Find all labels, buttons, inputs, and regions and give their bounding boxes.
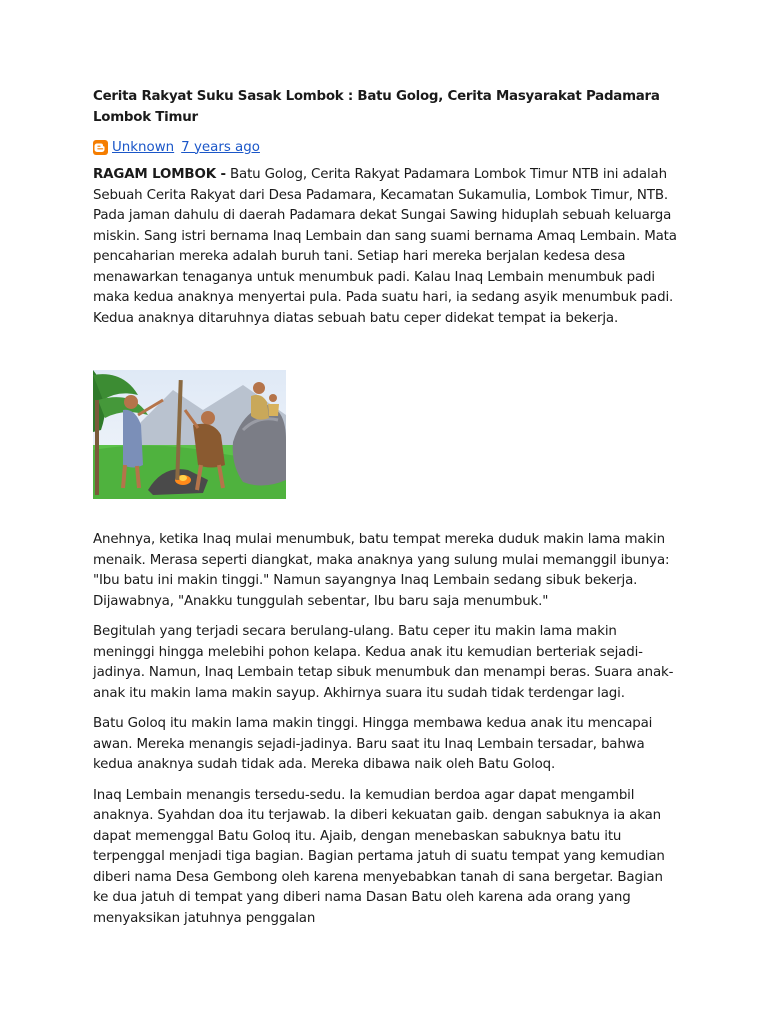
body-paragraph: Begitulah yang terjadi secara berulang-ulang. Batu ceper itu makin lama makin meninggi hingga melebihi pohon kelapa. Kedua anak itu kemudian berteriak sejadi-jadinya. Namun, Inaq Lembain tetap sibuk menumbuk dan menampi beras. Suara anak-anak itu makin lama makin sayup. Akhirnya suara itu sudah tidak terdengar lagi. — [93, 624, 674, 701]
lead-paragraph — [93, 165, 678, 329]
body-paragraph: Inaq Lembain menangis tersedu-sedu. Ia kemudian berdoa agar dapat mengambil anaknya. Syahdan doa itu terjawab. Ia diberi kekuatan gaib. dengan sabuknya ia akan dapat memenggal Batu Goloq itu. Ajaib, dengan menebaskan sabuknya batu itu terpenggal menjadi tiga bagian. Bagian pertama jatuh di suatu tempat yang kemudian diberi nama Desa Gembong oleh karena menyebabkan tanah di sana bergetar. Bagian ke dua jatuh di tempat yang diberi nama Dasan Batu oleh karena ada orang yang menyaksikan jatuhnya penggalan — [93, 787, 665, 926]
post-meta — [93, 137, 678, 157]
article-title: Cerita Rakyat Suku Sasak Lombok : Batu Golog, Cerita Masyarakat Padamara Lombok Timur — [93, 89, 660, 125]
blogger-icon — [93, 140, 108, 155]
post-time-link[interactable]: 7 years ago — [181, 139, 260, 155]
author-link[interactable]: Unknown — [112, 139, 175, 155]
body-paragraph: Anehnya, ketika Inaq mulai menumbuk, batu tempat mereka duduk makin lama makin menaik. Merasa seperti diangkat, maka anaknya yang sulung mulai memanggil ibunya: "Ibu batu ini makin tinggi." Namun sayangnya Inaq Lembain sedang sibuk bekerja. Dijawabnya, "Anakku tunggulah sebentar, Ibu baru saja menumbuk." — [93, 532, 670, 609]
lead-text: Batu Golog, Cerita Rakyat Padamara Lombok Timur NTB ini adalah Sebuah Cerita Rakyat dari Desa Padamara, Kecamatan Sukamulia, Lombok Timur, NTB. Pada jaman dahulu di daerah Padamara dekat Sungai Sawing hiduplah sebuah keluarga miskin. Sang istri bernama Inaq Lembain dan sang suami bernama Amaq Lembain. Mata pencaharian mereka adalah buruh tani. Setiap hari mereka berjalan kedesa desa menawarkan tenaganya untuk menumbuk padi. Kalau Inaq Lembain menumbuk padi maka kedua anaknya menyertai pula. Pada suatu hari, ia sedang asyik menumbuk padi. Kedua anaknya ditaruhnya diatas sebuah batu ceper didekat tempat ia bekerja. — [93, 167, 677, 326]
lead-label: RAGAM LOMBOK - — [93, 167, 226, 182]
story-illustration — [93, 370, 286, 499]
article — [93, 86, 678, 939]
body-paragraph: Batu Goloq itu makin lama makin tinggi. Hingga membawa kedua anak itu mencapai awan. Mereka menangis sejadi-jadinya. Baru saat itu Inaq Lembain tersadar, bahwa kedua anaknya sudah tidak ada. Mereka dibawa naik oleh Batu Goloq. — [93, 716, 653, 772]
